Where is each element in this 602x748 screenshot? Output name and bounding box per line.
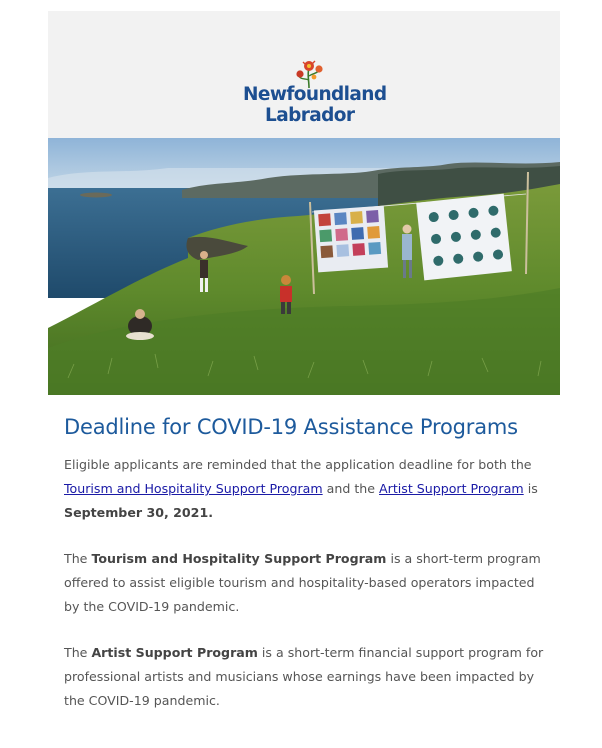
- tourism-program-name: Tourism and Hospitality Support Program: [91, 551, 387, 566]
- hero-image: [48, 138, 560, 395]
- artist-description: is a short-term financial support program for professional artists and musicians whose earnings have been impacted by the COVID-19 pandemic.: [64, 645, 544, 708]
- logo-text-labrador: Labrador: [265, 105, 355, 126]
- logo-text-newfoundland: Newfoundland: [243, 84, 387, 105]
- artist-intro-text: The: [64, 645, 92, 660]
- deadline-date: September 30, 2021.: [64, 505, 213, 520]
- tourism-program-paragraph: [64, 547, 544, 619]
- tourism-program-link[interactable]: Tourism and Hospitality Support Program: [64, 481, 323, 496]
- tourism-description: is a short-term program offered to assist eligible tourism and hospitality-based operators impacted by the COVID-19 pandemic.: [64, 551, 541, 614]
- email-header: [48, 11, 560, 138]
- artist-program-name: Artist Support Program: [91, 645, 258, 660]
- artist-program-paragraph: [64, 641, 544, 713]
- tourism-intro-text: The: [64, 551, 92, 566]
- artist-program-link[interactable]: Artist Support Program: [379, 481, 524, 496]
- newfoundland-labrador-logo[interactable]: [241, 58, 387, 128]
- article-body: [64, 415, 544, 713]
- deadline-is-text: is: [523, 481, 538, 496]
- article-title: Deadline for COVID-19 Assistance Programs: [64, 415, 518, 439]
- email-container: [48, 11, 560, 748]
- deadline-paragraph: [64, 453, 544, 525]
- deadline-intro-text: Eligible applicants are reminded that the application deadline for both the: [64, 457, 532, 472]
- link-joiner-text: and the: [322, 481, 380, 496]
